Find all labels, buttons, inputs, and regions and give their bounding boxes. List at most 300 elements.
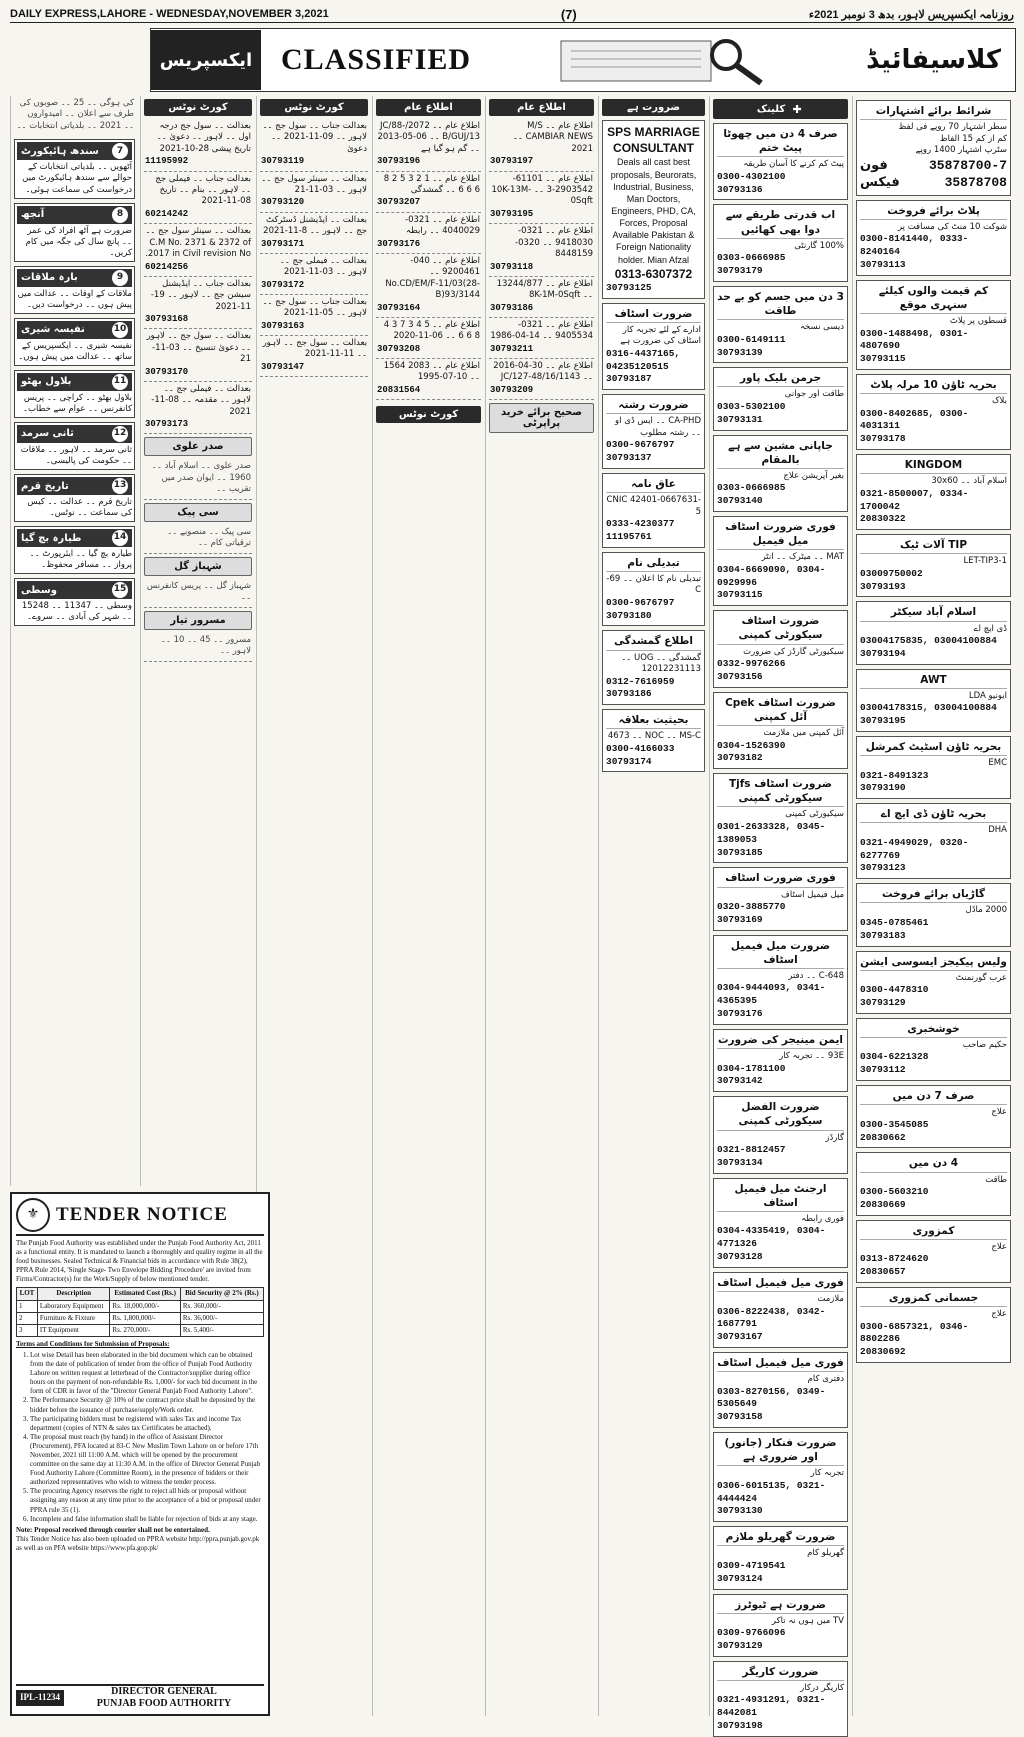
property-ad-text: ڈی ایچ اے	[973, 623, 1007, 634]
property-ad-code: 30793115	[860, 353, 906, 365]
digest-item-header	[17, 529, 132, 547]
court-notice-text: بعدالت ۔۔ سول جج درجہ اول ۔۔ لاہور ۔۔ دعویٰ ۔۔ تاریخ پیشی 28-10-2021	[156, 121, 251, 154]
staff-ad-title: ضرورت رشتہ	[606, 398, 701, 414]
property-ad-title: خوشخبری	[860, 1022, 1007, 1038]
sadr-alvi-header: صدر علوی	[144, 437, 252, 456]
clinic-ad-code: 30793167	[717, 1331, 763, 1343]
clinic-ad-title: فوری ضرورت اسٹاف	[717, 871, 844, 887]
clinic-ad-code: 30793131	[717, 413, 763, 425]
court-notice-code: 30793172	[261, 279, 305, 290]
digest-item-number: 10	[112, 322, 128, 338]
court-notice-code: 30793163	[261, 320, 305, 331]
clinic-ad-title: ضرورت اسٹاف Tjfs سیکورٹی کمپنی	[717, 777, 844, 807]
digest-item-text: طیارہ بچ گیا ۔۔ ایئرپورٹ ۔۔ پرواز ۔۔ مسافر محفوظ۔	[29, 549, 132, 571]
court-notice-code: 30793119	[261, 156, 305, 167]
digest-intro: کی ہوگی ۔۔ 25 ۔۔ صوبوں کی طرف سے اعلان ۔۔ امیدواروں ۔۔ 2021 ۔۔ بلدیاتی انتخابات ۔۔	[16, 98, 134, 131]
staff-ad-code: 30793180	[606, 609, 652, 621]
clinic-ad-title: جرمن بلیک پاور	[717, 371, 844, 387]
tender-th-bid: Bid Security @ 2% (Rs.)	[180, 1288, 263, 1300]
court-notice-text: بعدالت ۔۔ سول جج ۔۔ لاہور ۔۔ 11-11-2021	[262, 337, 367, 360]
clinic-ad-code: 30793134	[717, 1156, 763, 1168]
clinic-ad-title: ضرورت الفضل سیکورٹی کمپنی	[717, 1100, 844, 1130]
court-notice	[144, 119, 252, 172]
sps-title: SPS MARRIAGE CONSULTANT	[607, 125, 700, 156]
clinic-ad-code: 30793176	[717, 1008, 763, 1020]
clinic-ad-title: ضرورت میل فیمیل اسٹاف	[717, 939, 844, 969]
property-ad-code: 20830669	[860, 1198, 906, 1210]
staff-ad-title: اطلاع گمشدگی	[606, 634, 701, 650]
property-ad	[856, 736, 1011, 799]
property-ad-code: 30793113	[860, 258, 906, 270]
general-notice	[376, 359, 481, 400]
public-notice	[489, 224, 594, 277]
property-ad-phone: 0304-6221328	[860, 1051, 929, 1063]
staff-ad-code: 30793137	[606, 452, 652, 464]
staff-ad-title: ضرورت اسٹاف	[606, 307, 701, 323]
digest-item-header	[17, 206, 132, 224]
tender-footer	[16, 1684, 264, 1710]
digest-item-header	[17, 373, 132, 391]
general-notice-text: اطلاع عام ۔۔ 040-9200461 ۔۔ No.CD/EM/F-11/03(28-B)93/3144	[385, 255, 480, 301]
clinic-ad-phone: 0303-0666985	[717, 252, 786, 264]
clinic-ad	[713, 1594, 848, 1657]
court-notice-code: 30793173	[145, 419, 189, 430]
clinic-ad	[713, 1526, 848, 1589]
digest-item-header	[17, 581, 132, 599]
clinic-ad	[713, 1661, 848, 1737]
clinic-ad-title: فوری میل فیمیل اسٹاف	[717, 1356, 844, 1372]
clinic-ad	[713, 1178, 848, 1268]
clinic-ad-text: فوری رابطہ	[801, 1213, 844, 1224]
staff-needed-header: ضرورت ہے	[602, 99, 705, 116]
property-ad-code: 30793123	[860, 862, 906, 874]
rates-phone-row	[860, 157, 1007, 175]
clinic-ad	[713, 1096, 848, 1173]
property-ad	[856, 534, 1011, 597]
clinic-ad-title: 3 دن میں جسم کو بے حد طاقت	[717, 290, 844, 320]
court-notice	[260, 213, 368, 254]
public-notice	[489, 318, 594, 359]
clinic-ad	[713, 516, 848, 606]
court-notice-header-2: کورٹ نوٹس	[260, 99, 368, 116]
news-digest-column	[10, 96, 138, 1186]
property-ad-text: عرب گورنمنٹ	[955, 972, 1007, 983]
property-ad-code: 30793190	[860, 782, 906, 794]
general-notice-code: 30793164	[377, 302, 421, 313]
clinic-ad-text: سیکیورٹی کمپنی	[785, 809, 844, 820]
property-ad-code: 30793194	[860, 647, 906, 659]
cpec-header: سی پیک	[144, 503, 252, 522]
staff-ad-code: 30793174	[606, 755, 652, 767]
clinic-ad	[713, 867, 848, 930]
pfa-logo-icon: ⚜	[16, 1198, 50, 1232]
staff-ad-phone: 0300-9676797	[606, 439, 675, 451]
clinic-ad-text: MAT ۔۔ میٹرک ۔۔ انٹر	[761, 552, 844, 563]
staff-ad-text: تبدیلی نام کا اعلان ۔۔ 69-C	[606, 573, 701, 596]
digest-item-number: 15	[112, 582, 128, 598]
tender-cell: Rs. 360,000/-	[180, 1300, 263, 1312]
digest-item-text: نفیسہ شیری ۔۔ ایکسپریس کے ساتھ ۔۔ عدالت میں پیش ہوں۔	[18, 340, 132, 362]
digest-item	[14, 474, 135, 522]
staff-ad-phone: 0300-9676797	[606, 596, 675, 608]
property-ad	[856, 374, 1011, 450]
clinic-ad-phone: 0303-0666985	[717, 482, 786, 494]
property-ad	[856, 951, 1011, 1014]
digest-item-title: بارہ ملاقات	[21, 272, 78, 284]
staff-ad-code: 30793187	[606, 373, 652, 385]
rates-line-1: سطر اشتہار 70 روپے فی لفظ	[898, 122, 1007, 133]
general-notice-code: 30793207	[377, 197, 421, 208]
property-ad-text: بلاک	[991, 396, 1007, 407]
clinic-ad-code: 30793142	[717, 1075, 763, 1087]
property-ad-phone: 0313-8724620	[860, 1253, 929, 1265]
staff-ad-title: بحیثیت بعلاقہ	[606, 713, 701, 729]
clinic-ad	[713, 123, 848, 200]
clinic-ad-code: 30793139	[717, 346, 763, 358]
public-notice-code: 30793211	[490, 343, 534, 354]
property-ad-code: 20830662	[860, 1131, 906, 1143]
court-notice	[144, 382, 252, 435]
clinic-ad-title: ضرورت اسٹاف Cpek آئل کمپنی	[717, 696, 844, 726]
general-notice-text: اطلاع عام ۔۔ 5 4 3 7 3 4 8 6 6 ۔۔ 06-11-2020	[383, 319, 480, 342]
tender-signature	[64, 1686, 264, 1710]
clinic-ad-title: ضرورت گھریلو ملازم	[717, 1530, 844, 1546]
public-notice	[489, 277, 594, 318]
tender-cell: Rs. 1,800,000/-	[110, 1312, 180, 1324]
property-ad-title: پلاٹ برائے فروخت	[860, 204, 1007, 220]
masroor-header: مسرور تیار	[144, 611, 252, 630]
staff-ad-title: عاق نامہ	[606, 477, 701, 493]
general-notices-column	[372, 96, 484, 1716]
clinic-ad-phone: 0309-9766096	[717, 1627, 786, 1639]
property-ad-code: 30793178	[860, 433, 906, 445]
digest-item	[14, 422, 135, 470]
tender-title: TENDER NOTICE	[56, 1203, 228, 1225]
property-ad-code: 30793129	[860, 997, 906, 1009]
court-notice-code: 30793170	[145, 366, 189, 377]
digest-item-title: بلاول بھٹو	[21, 376, 72, 388]
property-ad	[856, 1220, 1011, 1283]
court-notice	[260, 336, 368, 377]
property-ad-phone: 0300-4478310	[860, 984, 929, 996]
staff-ad-text: ادارے کے لئے تجربہ کار اسٹاف کی ضرورت ہے	[620, 324, 701, 347]
clinic-ad-text: 648-C ۔۔ دفتر	[788, 971, 844, 981]
court-notice	[144, 277, 252, 330]
digest-item-title: نفیسہ شیری	[21, 324, 85, 336]
rates-title: شرائط برائے اشتہارات	[860, 104, 1007, 120]
property-ad-title: کمزوری	[860, 1224, 1007, 1240]
tender-sign-2: PUNJAB FOOD AUTHORITY	[96, 1698, 232, 1709]
property-ad-text: 2000 ماڈل	[965, 905, 1007, 916]
court-notice	[260, 295, 368, 336]
public-notice-text: اطلاع عام ۔۔ 0321-9418030 ۔۔ 0320-8448159	[515, 226, 593, 260]
property-ad-phone: 03009750002	[860, 567, 923, 579]
property-ad-title: جسمانی کمزوری	[860, 1291, 1007, 1307]
clinic-ad	[713, 1432, 848, 1522]
staff-ad	[602, 709, 705, 772]
sps-phone: 0313-6307372	[614, 266, 693, 281]
staff-ad-code: 30793186	[606, 688, 652, 700]
clinic-ad-title: اب قدرتی طریقے سے دوا بھی کھائیں	[717, 208, 844, 238]
clinic-ad-phone: 0300-6149111	[717, 333, 786, 345]
express-logo: ایکسپریس	[151, 30, 261, 90]
tender-row	[17, 1324, 264, 1336]
tender-cell: 2	[17, 1312, 38, 1324]
digest-item-header	[17, 425, 132, 443]
digest-item-header	[17, 269, 132, 287]
property-ad-text: اسلام آباد ۔۔ 30x60	[931, 476, 1007, 487]
property-ad-title: بحریہ ٹاؤن اسٹیٹ کمرشل	[860, 740, 1007, 756]
staff-ad-text: گمشدگی ۔۔ UOG ۔۔ 12012231113	[621, 652, 701, 675]
clinic-ad-phone: 0332-9976266	[717, 658, 786, 670]
clinic-ad-phone: 0300-4302100	[717, 170, 786, 182]
clinic-ad-code: 30793185	[717, 846, 763, 858]
digest-item-number: 14	[112, 530, 128, 546]
digest-item-title: سندھ ہائیکورٹ	[21, 145, 99, 157]
tender-notice	[10, 1192, 270, 1716]
tender-row	[17, 1312, 264, 1324]
public-notice-text: اطلاع عام ۔۔ 61101-2903542-3 ۔۔ 10K-13M-0Sqft	[491, 173, 593, 207]
court-notice	[260, 254, 368, 295]
staff-ad	[602, 552, 705, 627]
property-ad	[856, 601, 1011, 664]
tender-cell: 1	[17, 1300, 38, 1312]
digest-item-number: 12	[112, 426, 128, 442]
digest-item-header	[17, 477, 132, 495]
digest-item	[14, 318, 135, 366]
digest-item-text: ضرورت ہے آٹھ افراد کی عمر ۔۔ پانچ سال کی جگہ میں کام کریں۔	[25, 225, 132, 258]
clinic-ad-code: 30793136	[717, 183, 763, 195]
court-notice-code: 11195992	[145, 156, 189, 167]
medical-icon: ✚	[792, 102, 802, 116]
property-ad-phone: 03004178315, 03004100884	[860, 702, 997, 714]
tender-th-cost: Estimated Cost (Rs.)	[110, 1288, 180, 1300]
general-notice	[376, 254, 481, 318]
tender-th-desc: Description	[37, 1288, 110, 1300]
general-notice-text: اطلاع عام ۔۔ 2083 1564 ۔۔ 10-07-1995	[383, 360, 480, 383]
clinic-ad-code: 30793158	[717, 1411, 763, 1423]
property-ad-text: حکیم صاحب	[962, 1040, 1007, 1050]
clinic-ad-phone: 0306-8222438, 0342-1687791	[717, 1305, 826, 1330]
property-ad	[856, 1018, 1011, 1081]
property-ad	[856, 200, 1011, 276]
public-notice-code: 30793186	[490, 302, 534, 313]
sps-marriage-ad	[602, 120, 705, 299]
clinic-ad-phone: 0320-3885770	[717, 901, 786, 913]
clinic-ad-text: طاقت اور جوانی	[784, 389, 844, 400]
digest-item	[14, 139, 135, 198]
tender-term: 4. The proposal must reach (by hand) in the office of Assistant Director (Procurement), PFA located at 83-C New Muslim Town Lahore on or before 17th November, 2021 till 11:00 A.M. which will be opened by the procurement committee on the same day at 11:30 A.M. in the office of Director General Punjab Food Authority Lahore (Committee Room), in the presence of bidders or their authorized representatives who wish to witness the tender process.	[30, 1433, 264, 1488]
property-ad-code: 20830657	[860, 1266, 906, 1278]
magnifier-icon	[551, 33, 771, 87]
clinic-ad-text: بغیر آپریشن علاج	[783, 470, 844, 481]
digest-item-text: وسطی ۔۔ 11347 ۔۔ 15248 ۔۔ شہر کی آبادی ۔۔ سروے۔	[21, 601, 132, 623]
property-ad-phone: 0300-6857321, 0346-8802286	[860, 1320, 969, 1345]
general-notice-header: اطلاع عام	[376, 99, 481, 116]
clinic-ad-text: TV میں ہوں نہ تاکر	[771, 1615, 844, 1626]
general-notice	[376, 119, 481, 172]
clinic-ad-code: 30793179	[717, 265, 763, 277]
tender-term: 1. Lot wise Detail has been elaborated in the bid document which can be obtained from the date of publication of tender from the office of Punjab Food Authority Lahore on written request at letterhead of the Contractor/supplier during office hours on the payment of non-refundable Rs. 1,000/- for each bid document in the form of CDR in favor of the "Director General Punjab Food Authority Lahore".	[30, 1351, 264, 1396]
clinic-ad-phone: 0304-1781100	[717, 1062, 786, 1074]
clinic-ad-text: دفتری کام	[807, 1374, 844, 1385]
property-ad-phone: 0300-8141440, 0333-8240164	[860, 233, 969, 258]
public-notice-text: اطلاع عام ۔۔ M/S CAMBIAR NEWS ۔۔ 2021	[512, 121, 593, 154]
general-notice-text: اطلاع عام ۔۔ 2072/JC/88-B/GUJ/13 ۔۔ 06-05-2013 ۔۔ گم ہو گیا ہے	[377, 121, 480, 154]
masthead-title-en: CLASSIFIED	[281, 43, 472, 76]
property-ad-code: 20830692	[860, 1346, 906, 1358]
tender-table	[16, 1287, 264, 1336]
tender-term: 6. Incomplete and false information shall be liable for rejection of bids at any stage.	[30, 1515, 264, 1524]
clinic-ad-phone: 0303-8270156, 0349-5305649	[717, 1385, 826, 1410]
shahbaz-header: شہباز گل	[144, 557, 252, 576]
staff-ad-phone: 0333-4230377	[606, 518, 675, 530]
tender-code: IPL-11234	[16, 1690, 64, 1706]
general-notice-code: 30793208	[377, 343, 421, 354]
clinic-ad	[713, 367, 848, 430]
property-ad	[856, 883, 1011, 946]
staff-ad	[602, 473, 705, 548]
property-ad-title: AWT	[860, 673, 1007, 689]
public-notice	[489, 119, 594, 172]
clinic-ad-title: ایمن مینیجر کی ضرورت	[717, 1033, 844, 1049]
staff-ad	[602, 303, 705, 391]
digest-item-title: طیارہ بچ گیا	[21, 532, 82, 544]
clinic-ad-code: 30793128	[717, 1251, 763, 1263]
property-ad-phone: 0321-8500007, 0334-1700042	[860, 487, 969, 512]
clinic-header: ✚ کلینک	[713, 99, 848, 119]
clinic-ad-code: 30793124	[717, 1572, 763, 1584]
clinic-ad-code: 30793198	[717, 1720, 763, 1732]
public-notice	[489, 172, 594, 225]
staff-ad-phone: 0300-4166033	[606, 742, 675, 754]
property-ad-phone: 0321-8491323	[860, 769, 929, 781]
property-ad	[856, 1152, 1011, 1215]
digest-item-title: وسطی	[21, 584, 57, 596]
property-ad-text: EMC	[988, 758, 1007, 769]
court-notice-text: بعدالت ۔۔ فیملی جج ۔۔ لاہور ۔۔ مقدمہ ۔۔ 08-11-2021	[151, 383, 251, 417]
property-ad-title: گاڑیاں برائے فروخت	[860, 887, 1007, 903]
tender-uploaded: This Tender Notice has also been uploaded on PPRA website http://ppra.punjab.gov.pk	[16, 1534, 260, 1543]
property-ad	[856, 669, 1011, 732]
property-ad-title: اسلام آباد سیکٹر	[860, 605, 1007, 621]
public-notice-code: 30793197	[490, 156, 534, 167]
clinic-ad-title: صرف 4 دن میں چھوٹا پیٹ ختم	[717, 127, 844, 157]
court-notice-code: 60214242	[145, 208, 189, 219]
clinic-ad-title: جاپانی مشین سے ہے بالمقام	[717, 439, 844, 469]
property-ad-text: ایونیو LDA	[968, 690, 1007, 701]
court-notice-code: 30793147	[261, 361, 305, 372]
clinic-ad	[713, 204, 848, 281]
tender-cell: Rs. 36,000/-	[180, 1312, 263, 1324]
tender-row	[17, 1300, 264, 1312]
tender-terms	[16, 1351, 264, 1524]
clinic-ad-text: گھریلو کام	[807, 1548, 844, 1559]
property-ad-text: طاقت	[985, 1174, 1007, 1185]
clinic-ad	[713, 610, 848, 687]
property-ad-code: 30793112	[860, 1064, 906, 1076]
property-ad-title: KINGDOM	[860, 458, 1007, 474]
digest-item	[14, 203, 135, 262]
court-notice	[144, 172, 252, 225]
clinic-ad-text: ملازمت	[817, 1294, 844, 1305]
clinic-ad-text: آئل کمپنی میں ملازمت	[763, 728, 844, 739]
header-date-en: DAILY EXPRESS,LAHORE - WEDNESDAY,NOVEMBER 3,2021	[10, 8, 329, 20]
clinic-ad-code: 30793140	[717, 495, 763, 507]
tender-note: Note: Proposal received through courier shall not be entertained.	[16, 1525, 210, 1534]
tender-cell: Rs. 270,000/-	[110, 1324, 180, 1336]
clinic-ad-phone: 0309-4719541	[717, 1559, 786, 1571]
general-notice-text: اطلاع عام ۔۔ 1 2 3 5 2 8 6 6 6 ۔۔ گمشدگی	[383, 173, 480, 196]
property-ad-title: کم قیمت والوں کیلئے سنہری موقع	[860, 284, 1007, 314]
general-notice-code: 20831564	[377, 384, 421, 395]
rates-property-column	[852, 96, 1014, 1716]
rates-phone-label: فون	[860, 157, 888, 173]
property-ad-text: علاج	[991, 1241, 1007, 1252]
tender-term: 5. The procuring Agency reserves the right to reject all bids or proposal without assigning any reason at any time prior to the acceptance of a bid or proposal under PPRA rule 35 (1).	[30, 1487, 264, 1514]
court-notice	[144, 224, 252, 277]
court-notice-text: بعدالت جناب ۔۔ سول جج ۔۔ لاہور ۔۔ 09-11-2021 ۔۔ دعویٰ	[262, 121, 367, 154]
tender-sign-1: DIRECTOR GENERAL	[111, 1686, 217, 1697]
cpec-text: سی پیک ۔۔ منصوبے ۔۔ ترقیاتی کام ۔۔	[144, 525, 252, 554]
tender-also: as well as on PFA website https://www.pfa.gop.pk/	[16, 1543, 159, 1552]
digest-item-title: تاریخ قرم	[21, 480, 69, 492]
property-ad-phone: 0300-5603210	[860, 1186, 929, 1197]
tender-cell: Rs. 5,400/-	[180, 1324, 263, 1336]
digest-item	[14, 526, 135, 574]
clinic-ad-title: فوری میل فیمیل اسٹاف	[717, 1276, 844, 1292]
clinic-ad-phone: 0304-4335419, 0304-4771326	[717, 1225, 826, 1250]
tender-term: 3. The participating bidders must be registered with sales Tax and income Tax department (copies of NTN & sales tax Certificates be attached).	[30, 1415, 264, 1433]
public-notice-text: اطلاع عام ۔۔ 13244/877 ۔۔ 8K-1M-0Sqft	[496, 278, 593, 301]
digest-item-number: 11	[112, 374, 128, 390]
general-notice	[376, 172, 481, 213]
public-notices-column	[485, 96, 597, 1716]
digest-item	[14, 578, 135, 626]
sps-code: 30793125	[606, 281, 652, 293]
clinic-ad-phone: 0304-1526390	[717, 739, 786, 751]
court-notices-column-2	[256, 96, 371, 1716]
staff-ad-phone: 0312-7616959	[606, 675, 675, 687]
clinic-ad-phone: 0321-8812457	[717, 1143, 786, 1155]
tender-cell: IT Equipment	[37, 1324, 110, 1336]
clinic-ad-title: ضرورت فنکار (جانور) اور ضروری ہے	[717, 1436, 844, 1466]
property-ad-code: 20830322	[860, 513, 906, 525]
clinic-ad-text: سیکیورٹی گارڈز کی ضرورت	[743, 646, 844, 657]
property-ad-phone: 0321-4949029, 0320-6277769	[860, 836, 969, 861]
rates-fax: 35878708	[944, 175, 1007, 191]
tender-intro: The Punjab Food Authority was established under the Punjab Food Authority Act, 2011 as a functional entity. It is mandated to launch a thoroughly and quality regime in all the food businesses. Sealed Technical & Financial bids in accordance with Rule 38(2), PPRA Rule 2014, 'Single Stage- Two Envelope Bidding Procedure' are invited from Firms/Contractor(s) for the Work/Supply of below mentioned tender.	[16, 1239, 263, 1284]
tender-cell: Rs. 18,000,000/-	[110, 1300, 180, 1312]
court-notice-text: بعدالت جناب ۔۔ ایڈیشنل سیشن جج ۔۔ لاہور ۔۔ 19-11-2021	[150, 278, 251, 312]
digest-item-text: بلاول بھٹو ۔۔ کراچی ۔۔ پریس کانفرنس ۔۔ عوام سے خطاب۔	[23, 392, 132, 414]
property-ad-text: علاج	[991, 1107, 1007, 1118]
staff-ad-title: تبدیلی نام	[606, 556, 701, 572]
clinic-ad-text: 100% گارنٹی	[794, 240, 844, 251]
clinic-ad	[713, 1272, 848, 1348]
clinic-ad-text: پیٹ کم کرنے کا آسان طریقہ	[743, 159, 844, 170]
property-ad	[856, 803, 1011, 879]
sadr-alvi-text: صدر علوی ۔۔ اسلام آباد ۔۔ 1960 ۔۔ ایوان صدر میں تقریب ۔۔	[144, 459, 252, 499]
digest-item-number: 8	[112, 207, 128, 223]
property-ad-title: ولیس پیکیجز ایسوسی ایشن	[860, 955, 1007, 971]
public-notice-header: اطلاع عام	[489, 99, 594, 116]
tender-header	[16, 1198, 264, 1236]
property-ad-text: DHA	[988, 825, 1007, 836]
court-notice-code: 30793171	[261, 238, 305, 249]
property-ad-phone: 0300-3545085	[860, 1118, 929, 1130]
clinic-ad-text: 93E ۔۔ تجربہ کار	[779, 1051, 844, 1062]
